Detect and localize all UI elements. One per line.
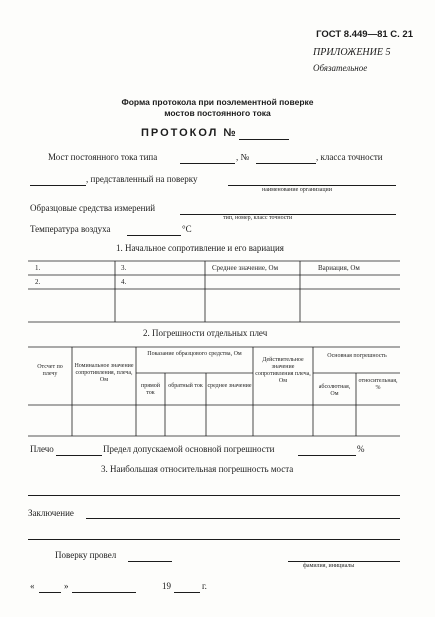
col-reference-group-header: Показание образцового средства, Ом — [147, 351, 242, 357]
air-temperature-label: Температура воздуха — [30, 224, 111, 234]
table1-row1-cell1: 1. — [35, 264, 41, 272]
table1-header-mean: Среднее значение, Ом — [212, 264, 279, 272]
col-absolute-header: абсолютная, Ом — [318, 384, 351, 397]
arm-blank — [56, 455, 102, 456]
conclusion-blank-1 — [86, 518, 400, 519]
section1-title: 1. Начальное сопротивление и его вариация — [116, 243, 284, 253]
col-average-header: среднее значение — [207, 383, 252, 389]
number-sign: , № — [236, 152, 250, 162]
table1-row2-cell1: 2. — [35, 278, 41, 286]
conclusion-label: Заключение — [28, 508, 74, 518]
section2-title: 2. Погрешности отдельных плеч — [143, 328, 268, 338]
col-reverse-header: обратный ток — [168, 383, 203, 389]
degree-unit: °C — [182, 224, 192, 234]
col-relative-header: относительная, % — [358, 378, 398, 391]
table1-header-variation: Вариация, Ом — [318, 264, 360, 272]
gost-reference: ГОСТ 8.449—81 С. 21 — [316, 29, 413, 40]
error-limit-blank — [298, 455, 356, 456]
col-nominal-header: Номинальное значение сопротивления, плеча, Ом — [74, 363, 134, 383]
accuracy-class-label: , класса точности — [316, 152, 383, 162]
bridge-type-label: Мост постоянного тока типа — [48, 152, 158, 162]
col-basic-group-header: Основная погрешность — [327, 353, 387, 359]
col-reading-header: Отсчет по плечу — [37, 364, 63, 377]
protocol-label: ПРОТОКОЛ № — [141, 127, 238, 139]
date-month-blank — [72, 592, 136, 593]
date-open-quote: « — [30, 581, 35, 591]
date-year-blank — [174, 592, 200, 593]
table1-row1-cell2: 3. — [121, 264, 127, 272]
status-label: Обязательное — [313, 63, 368, 73]
organization-caption: наименование организации — [262, 187, 332, 193]
form-title-line1: Форма протокола при поэлементной поверке — [121, 97, 314, 107]
reference-means-label: Образцовые средства измерений — [30, 203, 156, 213]
arm-label: Плечо — [30, 444, 54, 454]
verified-signature-blank — [128, 561, 172, 562]
date-year-prefix: 19 — [162, 581, 171, 591]
form-title-line2: мостов постоянного тока — [164, 108, 271, 118]
presented-label: , представленный на поверку — [86, 174, 198, 184]
date-close-quote: » — [64, 581, 69, 591]
verified-by-label: Поверку провел — [55, 550, 117, 560]
table1-row2-cell2: 4. — [121, 278, 127, 286]
appendix-label: ПРИЛОЖЕНИЕ 5 — [313, 47, 391, 58]
conclusion-blank-2 — [28, 539, 400, 540]
section3-blank — [28, 495, 400, 496]
date-day-blank — [39, 592, 61, 593]
signature-caption: фамилия, инициалы — [303, 563, 355, 569]
reference-means-caption: тип, номер, класс точности — [223, 215, 293, 221]
error-limit-label: Предел допускаемой основной погрешности — [103, 444, 275, 454]
col-forward-header: прямой ток — [141, 383, 160, 396]
date-year-suffix: г. — [202, 581, 207, 591]
percent-unit: % — [357, 444, 365, 454]
verified-name-blank — [288, 561, 400, 562]
col-actual-header: Действительное значение сопротивления плеча, Ом — [255, 357, 311, 384]
section3-title: 3. Наибольшая относительная погрешность моста — [101, 464, 294, 474]
